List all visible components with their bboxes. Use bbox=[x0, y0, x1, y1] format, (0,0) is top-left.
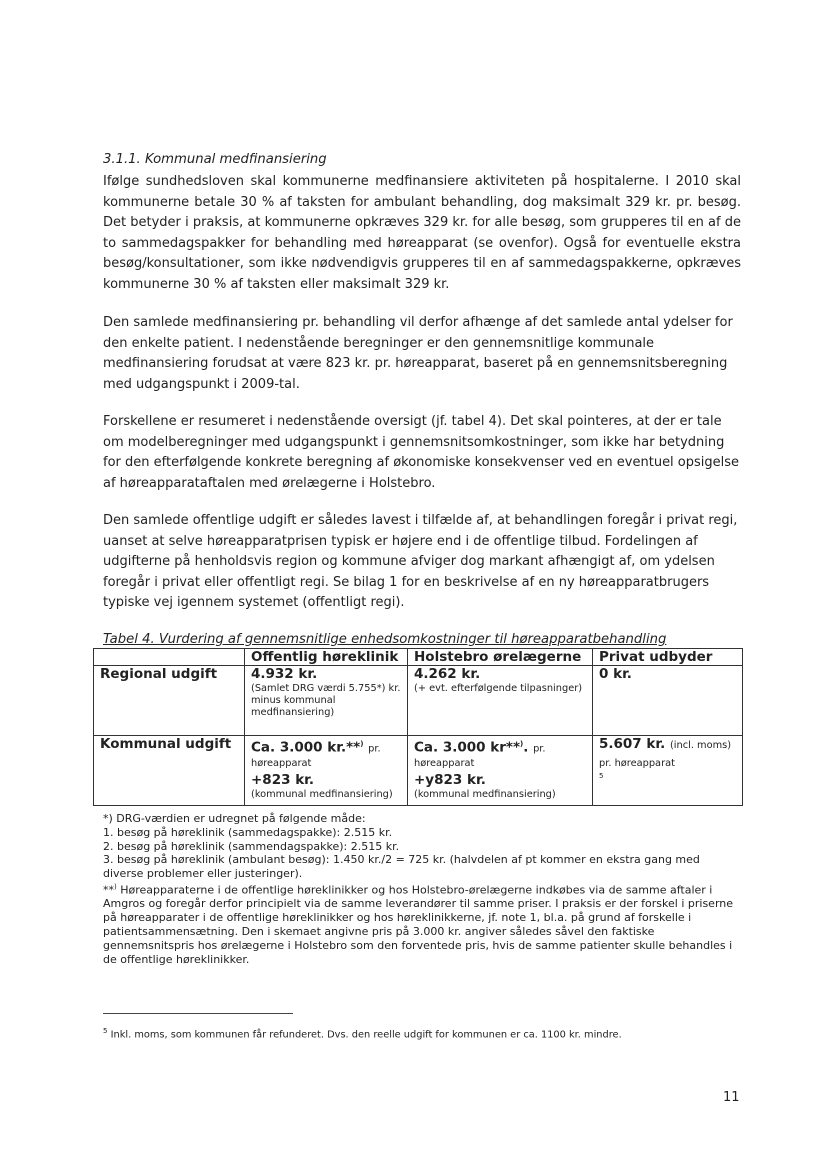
row-label-kommunal: Kommunal udgift bbox=[94, 736, 245, 806]
footnote-text: Inkl. moms, som kommunen får refunderet. Dvs. den reelle udgift for kommunen er ca. 1100 kr. mindre. bbox=[110, 1029, 622, 1041]
note-2-mark: ** bbox=[103, 883, 114, 897]
kommunal-offentlig-plus-note: (kommunal medfinansiering) bbox=[251, 788, 393, 800]
cell-kommunal-offentlig bbox=[245, 736, 408, 806]
table-notes bbox=[103, 812, 743, 966]
note-line: 2. besøg på høreklinik (sammendagspakke): 2.515 kr. bbox=[103, 839, 400, 853]
kommunal-offentlig-amount: Ca. 3.000 kr.** bbox=[251, 739, 361, 756]
header-empty bbox=[94, 649, 245, 666]
header-holstebro: Holstebro ørelægerne bbox=[408, 649, 593, 666]
header-offentlig: Offentlig høreklinik bbox=[245, 649, 408, 666]
footnote bbox=[103, 1027, 622, 1040]
paragraph-1: Ifølge sundhedsloven skal kommunerne medfinansiere aktiviteten på hospitalerne. I 2010 skal kommunerne betale 30 % af taksten for ambulant behandling, dog maksimalt 329 kr. pr. besøg. Det betyder i praksis, at kommunerne opkræves 329 kr. for alle besøg, som grupperes til en af de to sammedagspakker for behandling med høreapparat (se ovenfor). Også for eventuelle ekstra besøg/konsultationer, som ikke nødvendigvis grupperes til en af sammedagspakkerne, opkræves kommunerne 30 % af taksten eller maksimalt 329 kr. bbox=[103, 174, 741, 292]
paragraph-2: Den samlede medfinansiering pr. behandling vil derfor afhænge af det samlede antal ydelser for den enkelte patient. I nedenstående beregninger er den gennemsnitlige kommunale medfinansiering forudsat at være 823 kr. pr. høreapparat, baseret på en gennemsnitsberegning med udgangspunkt i 2009-tal. bbox=[103, 315, 733, 392]
cell-kommunal-holstebro bbox=[408, 736, 593, 806]
kommunal-holstebro-plus-note: (kommunal medfinansiering) bbox=[414, 788, 556, 800]
kommunal-holstebro-amount-tail: . bbox=[523, 739, 529, 756]
paragraph-3: Forskellene er resumeret i nedenstående oversigt (jf. tabel 4). Det skal pointeres, at der er tale om modelberegninger med udgangspunkt i gennemsnitsomkostninger, som ikke har betydning for den efterfølgende konkrete beregning af økonomiske konsekvenser ved en eventuel opsigelse af høreapparataftalen med ørelægerne i Holstebro. bbox=[103, 414, 740, 491]
kommunal-offentlig-suffix: pr. bbox=[368, 743, 381, 755]
note-line: *) DRG-værdien er udregnet på følgende måde: bbox=[103, 812, 366, 825]
regional-offentlig-amount: 4.932 kr. bbox=[251, 666, 318, 682]
note-line: 3. besøg på høreklinik (ambulant besøg): 1.450 kr./2 = 725 kr. (halvdelen af pt kommer en ekstra gang med diverse problemer eller justeringer). bbox=[103, 853, 700, 881]
regional-holstebro-note: (+ evt. efterfølgende tilpasninger) bbox=[414, 683, 583, 694]
footnote-number: 5 bbox=[103, 1027, 108, 1035]
regional-offentlig-note: (Samlet DRG værdi 5.755*) kr. minus kommunal medfinansiering) bbox=[251, 683, 401, 718]
footnote-divider bbox=[103, 1013, 293, 1014]
table-row-kommunal bbox=[94, 736, 743, 806]
kommunal-holstebro-amount-sup: ) bbox=[520, 740, 524, 748]
cost-table bbox=[93, 648, 743, 806]
regional-privat-amount: 0 kr. bbox=[599, 666, 632, 682]
cell-regional-privat bbox=[593, 666, 743, 736]
kommunal-privat-amount: 5.607 kr. bbox=[599, 736, 666, 752]
table-caption: Tabel 4. Vurdering af gennemsnitlige enhedsomkostninger til høreapparatbehandling bbox=[103, 632, 667, 647]
note-2 bbox=[103, 881, 743, 966]
header-privat: Privat udbyder bbox=[593, 649, 743, 666]
cell-kommunal-privat bbox=[593, 736, 743, 806]
kommunal-holstebro-suffix: pr. bbox=[533, 743, 546, 755]
note-2-mark-sup: ) bbox=[114, 882, 117, 891]
regional-holstebro-amount: 4.262 kr. bbox=[414, 666, 481, 682]
table-row-regional bbox=[94, 666, 743, 736]
kommunal-holstebro-amount: Ca. 3.000 kr** bbox=[414, 739, 521, 756]
kommunal-privat-footnote-ref: 5 bbox=[599, 772, 604, 780]
kommunal-offentlig-line2: høreapparat bbox=[251, 757, 312, 769]
section-heading: 3.1.1. Kommunal medfinansiering bbox=[103, 152, 327, 167]
kommunal-holstebro-plus: +y823 kr. bbox=[414, 771, 486, 788]
kommunal-holstebro-line2: høreapparat bbox=[414, 757, 475, 769]
cell-regional-holstebro bbox=[408, 666, 593, 736]
row-label-regional: Regional udgift bbox=[94, 666, 245, 736]
kommunal-offentlig-amount-sup: ) bbox=[360, 740, 364, 748]
page-number: 11 bbox=[723, 1090, 740, 1105]
kommunal-offentlig-plus: +823 kr. bbox=[251, 771, 315, 788]
table-header-row bbox=[94, 649, 743, 666]
note-line: 1. besøg på høreklinik (sammedagspakke): 2.515 kr. bbox=[103, 825, 393, 839]
kommunal-privat-note: (incl. moms) pr. høreapparat bbox=[599, 740, 732, 769]
note-2-text: Høreapparaterne i de offentlige høreklinikker og hos Holstebro-ørelægerne indkøbes via de samme aftaler i Amgros og foregår derfor principielt via de samme leverandører til samme priser. I praksis er der forskel i priserne på høreapparater i de offentlige høreklinikker og hos høreklinikkerne, jf. note 1, bl.a. på grund af forskelle i patientsammensætning. Den i skemaet angivne pris på 3.000 kr. angiver således såvel den faktiske gennemsnitspris hos ørelægerne i Holstebro som den forventede pris, hvis de samme patienter skulle behandles i de offentlige høreklinikker. bbox=[103, 883, 734, 966]
paragraph-4: Den samlede offentlige udgift er således lavest i tilfælde af, at behandlingen foregår i privat regi, uanset at selve høreapparatprisen typisk er højere end i de offentlige tilbud. Fordelingen af udgifterne på henholdsvis region og kommune afviger dog markant afhængigt af, om ydelsen foregår i privat eller offentligt regi. Se bilag 1 for en beskrivelse af en ny høreapparatbrugers typiske vej igennem systemet (offentligt regi). bbox=[103, 513, 738, 610]
cell-regional-offentlig bbox=[245, 666, 408, 736]
